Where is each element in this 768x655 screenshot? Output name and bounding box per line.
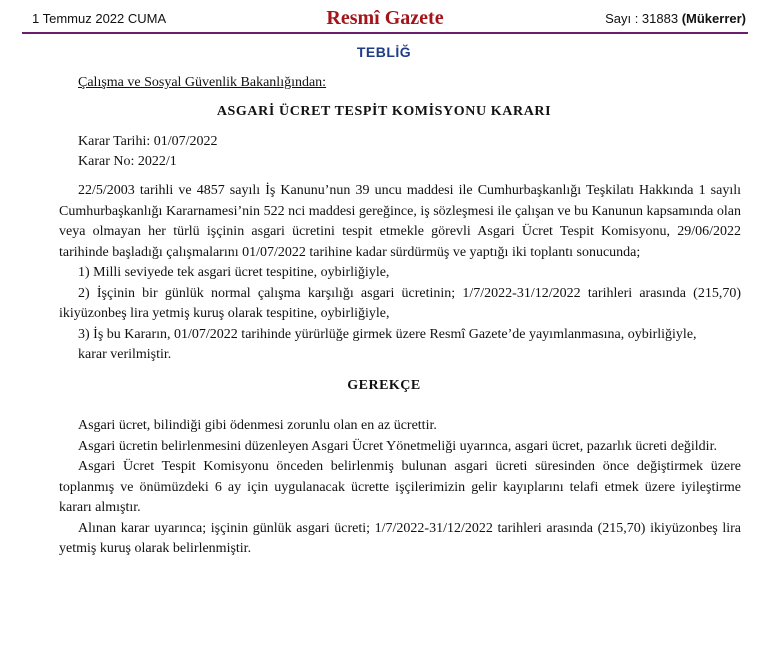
rationale-paragraph: Asgari Ücret Tespit Komisyonu önceden belirlenmiş bulunan asgari ücreti süresinden önce değiştirmek üzere toplanmış ve önümüzdeki 6 ay için uygulanacak ücrette işçilerimizin gelir kayıplarını telafi etmek üzere iyileştirme kararı almıştır. [59, 459, 741, 515]
decision-date: Karar Tarihi: 01/07/2022 [78, 134, 218, 149]
issue-label: Sayı : 31883 [605, 11, 679, 26]
gazette-header [22, 6, 748, 32]
rationale-body [59, 416, 741, 560]
issue-number [605, 11, 746, 26]
gazette-title: Resmî Gazete [326, 7, 444, 29]
rationale-title: GEREKÇE [347, 378, 421, 393]
header-divider [22, 32, 748, 34]
decision-item: 2) İşçinin bir günlük normal çalışma karşılığı asgari ücretinin; 1/7/2022-31/12/2022 tarihleri arasında (215,70) ikiyüzonbeş lira yetmiş kuruş olarak tespitine, oybirliğiyle, [59, 285, 741, 321]
issuing-ministry: Çalışma ve Sosyal Güvenlik Bakanlığından: [78, 75, 327, 90]
issue-note: (Mükerrer) [681, 11, 746, 26]
section-tag: TEBLİĞ [356, 44, 412, 60]
publication-date: 1 Temmuz 2022 CUMA [32, 11, 167, 26]
decision-paragraph: 22/5/2003 tarihli ve 4857 sayılı İş Kanunu’nun 39 uncu maddesi ile Cumhurbaşkanlığı Teşkilatı Hakkında 1 sayılı Cumhurbaşkanlığı Kararnamesi’nin 522 nci maddesi gereğince, iş sözleşmesi ile çalışan ve bu Kanunun kapsamında olan veya olmayan her türlü işçinin asgari ücretini tespit etmekle görevli Asgari Ücret Tespit Komisyonu, 29/06/2022 tarihinde başladığı çalışmalarını 01/07/2022 tarihine kadar sürdürmüş ve yaptığı iki toplantı sonucunda; [59, 183, 741, 260]
rationale-paragraph: Asgari ücretin belirlenmesini düzenleyen Asgari Ücret Yönetmeliği uyarınca, asgari ücret, pazarlık ücreti değildir. [78, 438, 717, 454]
decision-title: ASGARİ ÜCRET TESPİT KOMİSYONU KARARI [216, 104, 552, 119]
decision-body [59, 181, 741, 366]
rationale-paragraph: Asgari ücret, bilindiği gibi ödenmesi zorunlu olan en az ücrettir. [78, 418, 437, 433]
decision-closing: karar verilmiştir. [78, 347, 172, 362]
rationale-paragraph: Alınan karar uyarınca; işçinin günlük asgari ücreti; 1/7/2022-31/12/2022 tarihleri arasında (215,70) ikiyüzonbeş lira yetmiş kuruş olarak belirlenmiştir. [59, 520, 741, 556]
decision-item: 3) İş bu Kararın, 01/07/2022 tarihinde yürürlüğe girmek üzere Resmî Gazete’de yayımlanmasına, oybirliğiyle, [78, 326, 697, 342]
decision-item: 1) Milli seviyede tek asgari ücret tespitine, oybirliğiyle, [78, 265, 390, 280]
decision-number: Karar No: 2022/1 [78, 154, 177, 169]
